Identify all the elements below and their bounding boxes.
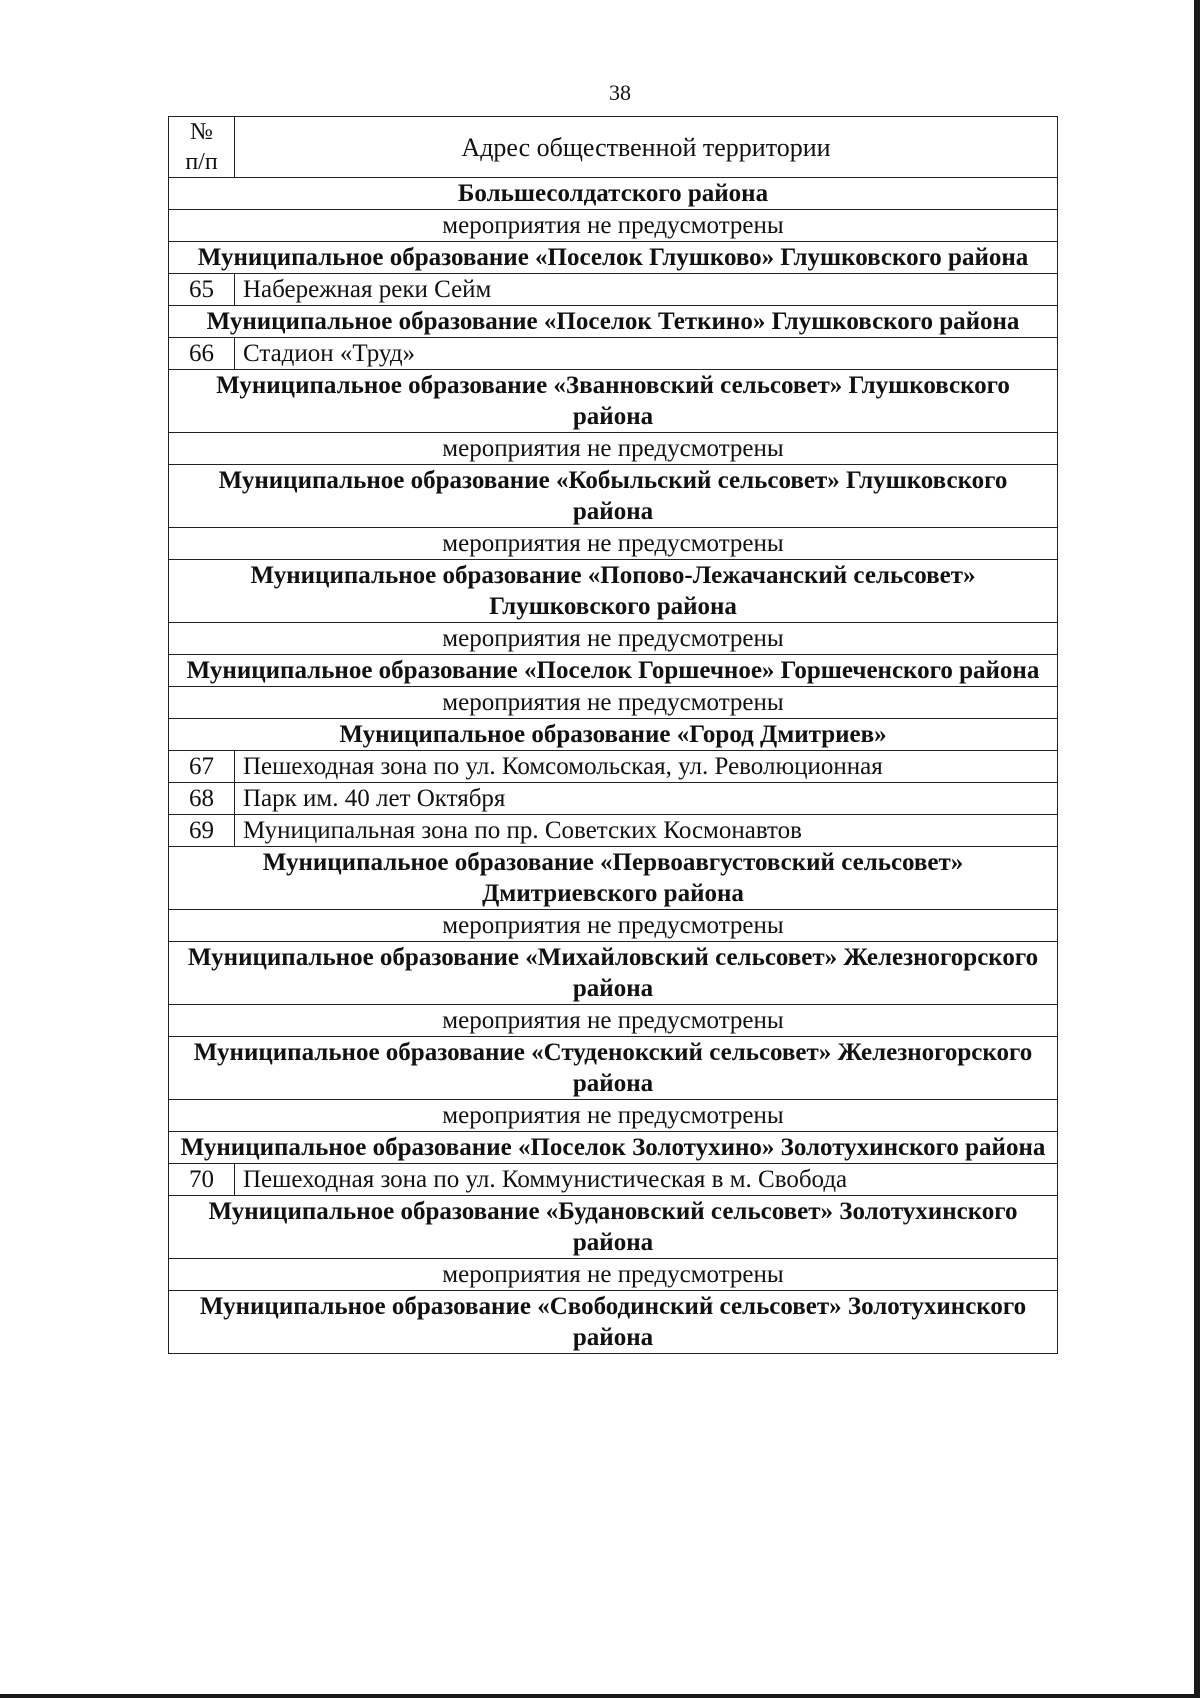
row-address: Стадион «Труд» <box>235 338 1058 370</box>
row-number: 66 <box>169 338 235 370</box>
header-address: Адрес общественной территории <box>235 117 1058 178</box>
scan-edge-bottom <box>0 1694 1200 1698</box>
section-heading: Муниципальное образование «Поселок Горшечное» Горшеченского района <box>169 655 1058 687</box>
no-activities-note: мероприятия не предусмотрены <box>169 1005 1058 1037</box>
section-heading: Муниципальное образование «Михайловский сельсовет» Железногорского района <box>169 942 1058 1005</box>
table-body <box>169 178 1058 1354</box>
section-heading-row <box>169 370 1058 433</box>
section-heading-row <box>169 719 1058 751</box>
section-heading-row <box>169 242 1058 274</box>
section-heading-row <box>169 178 1058 210</box>
note-row <box>169 1100 1058 1132</box>
row-number: 69 <box>169 815 235 847</box>
table-row <box>169 338 1058 370</box>
page-number: 38 <box>609 80 631 105</box>
row-number: 65 <box>169 274 235 306</box>
table-row <box>169 815 1058 847</box>
header-number-cell <box>169 117 235 178</box>
territories-table <box>168 116 1058 1354</box>
section-heading: Муниципальное образование «Кобыльский сельсовет» Глушковского района <box>169 465 1058 528</box>
section-heading-row <box>169 942 1058 1005</box>
row-number: 68 <box>169 783 235 815</box>
table-row <box>169 1164 1058 1196</box>
section-heading: Муниципальное образование «Студенокский сельсовет» Железногорского района <box>169 1037 1058 1100</box>
header-number-symbol: № <box>190 119 213 145</box>
row-address: Пешеходная зона по ул. Комсомольская, ул. Революционная <box>235 751 1058 783</box>
section-heading: Муниципальное образование «Поселок Золотухино» Золотухинского района <box>169 1132 1058 1164</box>
section-heading: Муниципальное образование «Поселок Теткино» Глушковского района <box>169 306 1058 338</box>
no-activities-note: мероприятия не предусмотрены <box>169 1259 1058 1291</box>
note-row <box>169 528 1058 560</box>
row-address: Пешеходная зона по ул. Коммунистическая в м. Свобода <box>235 1164 1058 1196</box>
section-heading: Большесолдатского района <box>169 178 1058 210</box>
scan-edge-right <box>1194 0 1200 1698</box>
section-heading-row <box>169 1037 1058 1100</box>
section-heading: Муниципальное образование «Поселок Глушково» Глушковского района <box>169 242 1058 274</box>
section-heading-row <box>169 465 1058 528</box>
section-heading-row <box>169 655 1058 687</box>
note-row <box>169 210 1058 242</box>
note-row <box>169 433 1058 465</box>
row-address: Муниципальная зона по пр. Советских Космонавтов <box>235 815 1058 847</box>
section-heading: Муниципальное образование «Свободинский сельсовет» Золотухинского района <box>169 1291 1058 1354</box>
section-heading-row <box>169 1132 1058 1164</box>
note-row <box>169 1259 1058 1291</box>
section-heading-row <box>169 1291 1058 1354</box>
section-heading: Муниципальное образование «Попово-Лежачанский сельсовет» Глушковского района <box>169 560 1058 623</box>
note-row <box>169 1005 1058 1037</box>
row-address: Набережная реки Сейм <box>235 274 1058 306</box>
section-heading: Муниципальное образование «Первоавгустовский сельсовет» Дмитриевского района <box>169 847 1058 910</box>
table-header-row <box>169 117 1058 178</box>
no-activities-note: мероприятия не предусмотрены <box>169 433 1058 465</box>
row-number: 67 <box>169 751 235 783</box>
header-number-abbrev: п/п <box>185 149 218 175</box>
note-row <box>169 910 1058 942</box>
no-activities-note: мероприятия не предусмотрены <box>169 623 1058 655</box>
table-row <box>169 274 1058 306</box>
no-activities-note: мероприятия не предусмотрены <box>169 1100 1058 1132</box>
section-heading-row <box>169 306 1058 338</box>
row-number: 70 <box>169 1164 235 1196</box>
table-row <box>169 783 1058 815</box>
section-heading: Муниципальное образование «Будановский сельсовет» Золотухинского района <box>169 1196 1058 1259</box>
section-heading: Муниципальное образование «Город Дмитриев» <box>169 719 1058 751</box>
section-heading-row <box>169 847 1058 910</box>
no-activities-note: мероприятия не предусмотрены <box>169 528 1058 560</box>
section-heading-row <box>169 1196 1058 1259</box>
section-heading-row <box>169 560 1058 623</box>
table-row <box>169 751 1058 783</box>
no-activities-note: мероприятия не предусмотрены <box>169 210 1058 242</box>
no-activities-note: мероприятия не предусмотрены <box>169 687 1058 719</box>
note-row <box>169 687 1058 719</box>
no-activities-note: мероприятия не предусмотрены <box>169 910 1058 942</box>
section-heading: Муниципальное образование «Званновский сельсовет» Глушковского района <box>169 370 1058 433</box>
row-address: Парк им. 40 лет Октября <box>235 783 1058 815</box>
note-row <box>169 623 1058 655</box>
